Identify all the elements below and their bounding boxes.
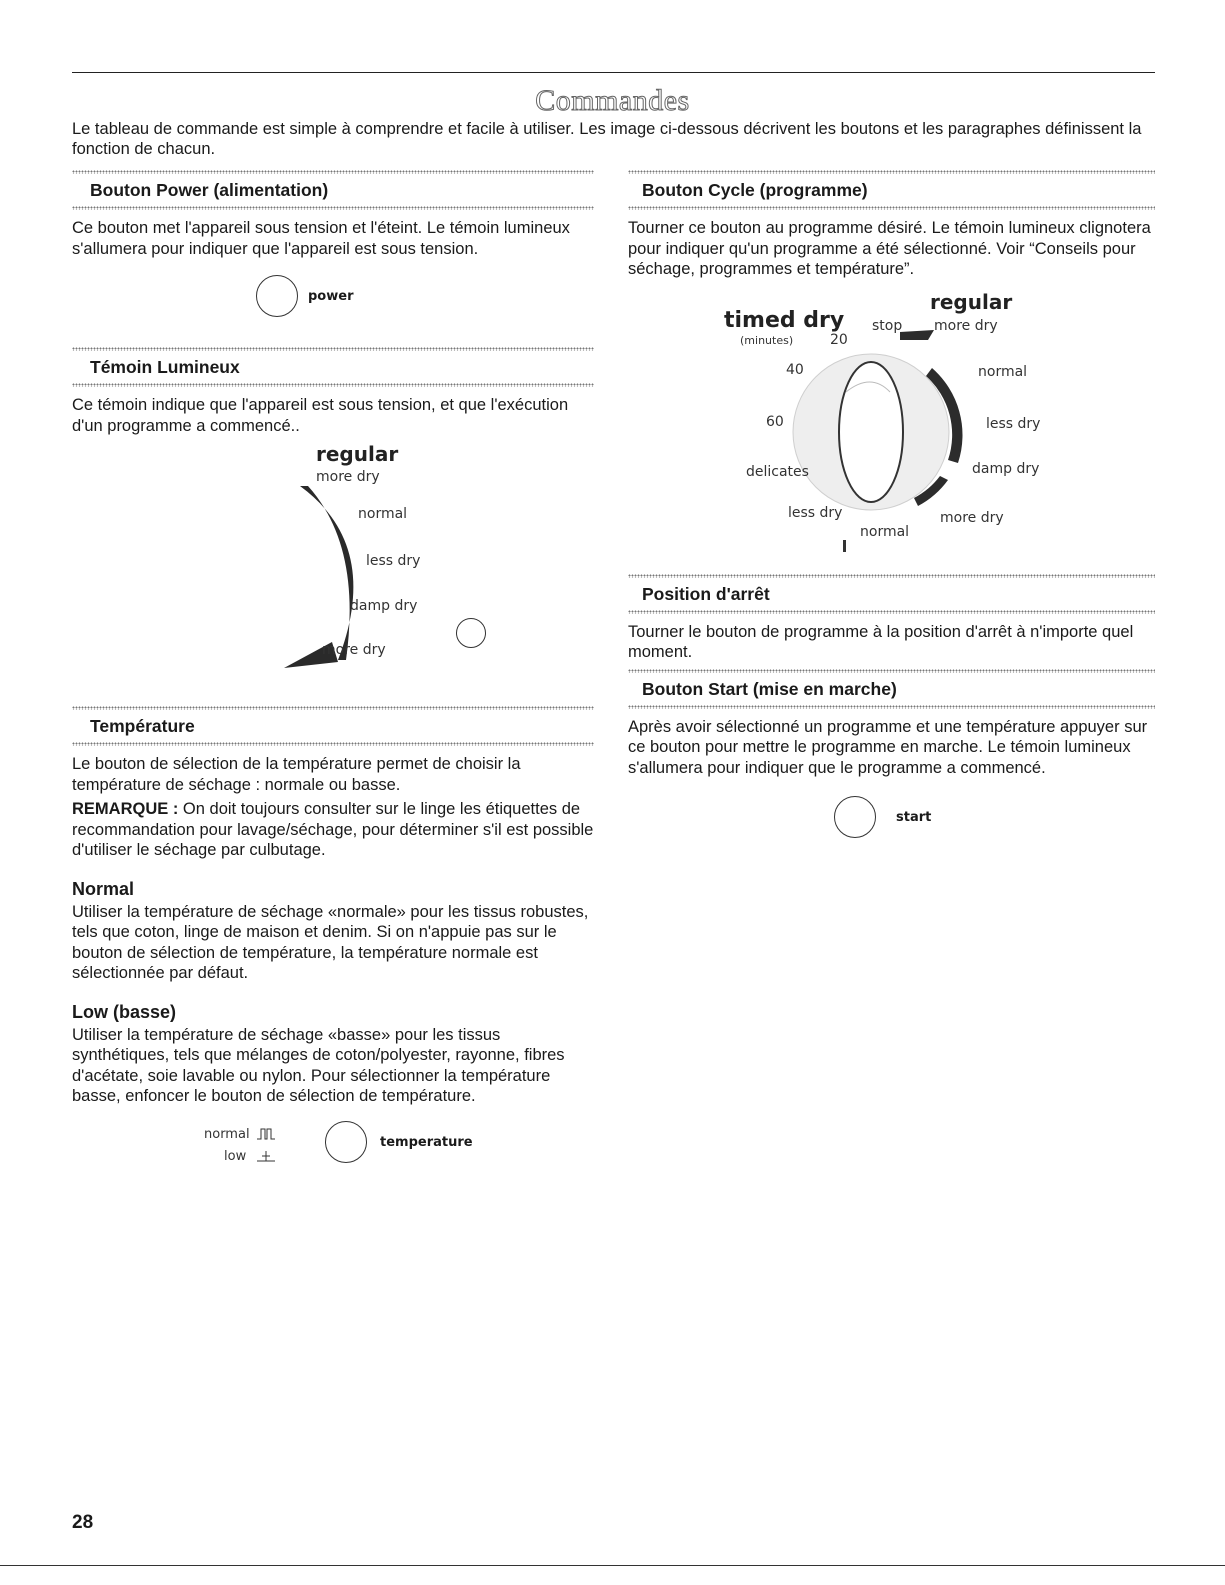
cycle-regular-normal: normal: [978, 363, 1028, 380]
section-divider: [72, 742, 594, 746]
temp-option-low: low: [224, 1148, 247, 1164]
indicator-label-damp-dry: damp dry: [350, 598, 418, 614]
right-column: [628, 170, 1155, 854]
cycle-delicates-more-dry: more dry: [940, 509, 1004, 526]
indicator-section: [72, 347, 594, 684]
power-button-figure: [72, 259, 594, 335]
low-body: Utiliser la température de séchage «basse» pour les tissus synthétiques, tels que mélanges de coton/polyester, rayonne, fibres d'acétate, soie lavable ou nylon. Pour sélectionner la température basse, enfoncer le bouton de sélection de température.: [72, 1025, 565, 1105]
power-body: Ce bouton met l'appareil sous tension et l'éteint. Le témoin lumineux s'allumera pour indiquer que l'appareil est sous tension.: [72, 219, 570, 258]
bottom-rule: [0, 1565, 1225, 1566]
start-body: Après avoir sélectionné un programme et une température appuyer sur ce bouton pour mettre le programme en marche. Le témoin lumineux s'allumera pour indiquer que le programme a commencé.: [628, 717, 1148, 777]
cycle-regular-label: regular: [930, 289, 1013, 314]
section-divider: [628, 610, 1155, 614]
stop-body: Tourner le bouton de programme à la position d'arrêt à n'importe quel moment.: [628, 622, 1134, 661]
cycle-dial-figure: [628, 280, 1155, 556]
cycle-section: [628, 170, 1155, 556]
normal-body: Utiliser la température de séchage «normale» pour les tissus robustes, tels que coton, linge de maison et denim. Si on n'appuie pas sur le bouton de sélection de température, la température normale est sélectionnée par défaut.: [72, 902, 589, 982]
timed-dry-label: timed dry: [724, 307, 845, 333]
indicator-regular-label: regular: [316, 442, 399, 466]
power-button-label: power: [308, 289, 354, 304]
temperature-button-label: temperature: [380, 1134, 473, 1150]
note-label: REMARQUE :: [72, 800, 179, 818]
start-section: [628, 669, 1155, 855]
section-divider: [72, 383, 594, 387]
cycle-body: Tourner ce bouton au programme désiré. Le témoin lumineux clignotera pour indiquer qu'un programme a été sélectionné. Voir “Conseils pour séchage, programmes et température”.: [628, 219, 1151, 278]
indicator-label-less-dry: less dry: [366, 553, 421, 569]
temperature-button[interactable]: [325, 1121, 367, 1163]
temperature-section: [72, 706, 594, 1191]
cycle-heading: Bouton Cycle (programme): [642, 180, 868, 200]
minutes-label: (minutes): [740, 333, 794, 347]
top-rule: [72, 72, 1155, 73]
temperature-body: Le bouton de sélection de la température permet de choisir la température de séchage : normale ou basse.: [72, 755, 521, 794]
low-heat-icon: [256, 1149, 276, 1163]
cycle-delicates-less-dry: less dry: [788, 504, 843, 521]
section-divider: [628, 206, 1155, 210]
cycle-delicates-normal: normal: [860, 523, 910, 540]
cycle-regular-damp-dry: damp dry: [972, 460, 1040, 477]
minutes-60-label: 60: [766, 413, 784, 430]
indicator-body: Ce témoin indique que l'appareil est sous tension, et que l'exécution d'un programme a commencé..: [72, 396, 569, 435]
normal-heat-icon: [256, 1127, 276, 1141]
power-section: [72, 170, 594, 335]
intro-text: Le tableau de commande est simple à comprendre et facile à utiliser. Les image ci-dessous décrivent les boutons et les paragraphes définissent la fonction de chacun.: [72, 120, 1142, 158]
stop-label: stop: [872, 317, 903, 334]
indicator-dial-figure: [72, 436, 594, 684]
page-number: 28: [72, 1512, 94, 1533]
note-text: On doit toujours consulter sur le linge les étiquettes de recommandation pour lavage/séchage, pour déterminer s'il est possible d'utiliser le séchage par culbutage.: [72, 800, 594, 859]
start-button[interactable]: [834, 796, 876, 838]
power-button[interactable]: [256, 275, 298, 317]
start-button-figure: [628, 778, 1155, 854]
temperature-note: [72, 799, 594, 861]
section-divider: [72, 206, 594, 210]
temp-option-normal: normal: [204, 1126, 250, 1142]
minutes-40-label: 40: [786, 361, 804, 378]
indicator-label-more-dry: more dry: [316, 469, 380, 485]
temperature-heading: Température: [90, 716, 195, 736]
indicator-heading: Témoin Lumineux: [90, 357, 240, 377]
stop-heading: Position d'arrêt: [642, 583, 770, 604]
left-column: [72, 170, 594, 1191]
start-heading: Bouton Start (mise en marche): [642, 678, 897, 699]
power-heading: Bouton Power (alimentation): [90, 180, 329, 200]
low-heading: Low (basse): [72, 1001, 177, 1022]
minutes-20-label: 20: [830, 331, 848, 348]
section-divider: [628, 705, 1155, 709]
cycle-regular-less-dry: less dry: [986, 415, 1041, 432]
normal-heading: Normal: [72, 878, 135, 899]
cycle-regular-more-dry: more dry: [934, 317, 998, 334]
start-button-label: start: [896, 810, 932, 825]
page-title: Commandes: [535, 84, 690, 117]
stop-section: [628, 574, 1155, 663]
indicator-label-normal: normal: [358, 506, 408, 522]
indicator-light: [456, 618, 486, 648]
indicator-label-more-dry-2: more dry: [322, 642, 386, 658]
delicates-label: delicates: [746, 463, 809, 480]
temperature-button-figure: [72, 1121, 594, 1191]
